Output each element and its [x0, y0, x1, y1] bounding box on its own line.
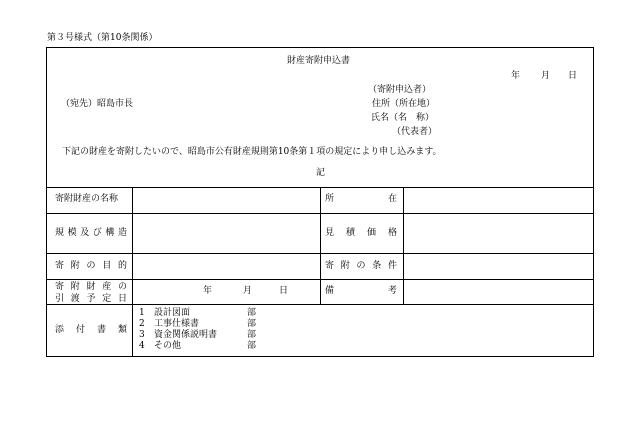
label-location-char-1: 所 [325, 194, 335, 204]
label-purpose: 寄 附 の 目 的 [55, 261, 127, 271]
form-title: 財産寄附申込書 [287, 56, 351, 66]
label-remarks: 備 考 [325, 286, 397, 296]
purpose-field[interactable] [133, 254, 320, 279]
handover-year[interactable]: 年 [203, 286, 213, 296]
name-label: 氏名（名 称） [371, 113, 435, 123]
ki-mark: 記 [316, 168, 326, 178]
label-location-char-2: 在 [387, 194, 397, 204]
attachment-num: 4 [139, 341, 145, 351]
date-year[interactable]: 年 [511, 71, 521, 81]
scale-structure-field[interactable] [133, 214, 320, 253]
attachment-name: その他 [154, 341, 182, 351]
attachment-num: 2 [139, 319, 145, 329]
date-day[interactable]: 日 [568, 71, 578, 81]
row-rule [46, 304, 594, 305]
label-scale-structure: 規 模 及 び 構 造 [55, 228, 127, 238]
attachment-num: 3 [139, 330, 145, 340]
location-field[interactable] [404, 188, 593, 213]
address-label: 住所（所在地） [372, 99, 436, 109]
label-location [325, 195, 397, 204]
applicant-role: （寄附申込者） [368, 85, 432, 95]
column-rule [320, 187, 321, 304]
attachment-unit: 部 [247, 341, 257, 351]
body-text: 下記の財産を寄附したいので、昭島市公有財産規則第10条第１項の規定により申し込みます。 [62, 147, 442, 157]
label-estimated-price: 見 積 価 格 [325, 228, 397, 238]
date-month[interactable]: 月 [541, 71, 551, 81]
attachment-name: 設計図面 [154, 308, 191, 318]
label-property-name: 寄附財産の名称 [55, 194, 119, 204]
attachment-name: 資金関係説明書 [154, 330, 218, 340]
attachment-name: 工事仕様書 [154, 319, 200, 329]
attachment-unit: 部 [247, 308, 257, 318]
attachment-unit: 部 [247, 319, 257, 329]
handover-month[interactable]: 月 [243, 286, 253, 296]
label-handover-date: 寄 附 財 産 の 引 渡 予 定 日 [55, 282, 127, 304]
conditions-field[interactable] [404, 254, 593, 279]
attachment-unit: 部 [247, 330, 257, 340]
remarks-field[interactable] [404, 280, 593, 304]
property-name-field[interactable] [133, 188, 320, 213]
representative-label: （代表者） [392, 127, 438, 137]
label-conditions: 寄 附 の 条 件 [325, 261, 397, 271]
label-attachments: 添 付 書 類 [55, 325, 127, 335]
estimated-price-field[interactable] [404, 214, 593, 253]
handover-day[interactable]: 日 [279, 286, 289, 296]
form-number: 第３号様式（第10条関係） [47, 33, 158, 43]
attachment-num: 1 [139, 308, 145, 318]
addressee: （宛先）昭島市長 [61, 99, 134, 109]
